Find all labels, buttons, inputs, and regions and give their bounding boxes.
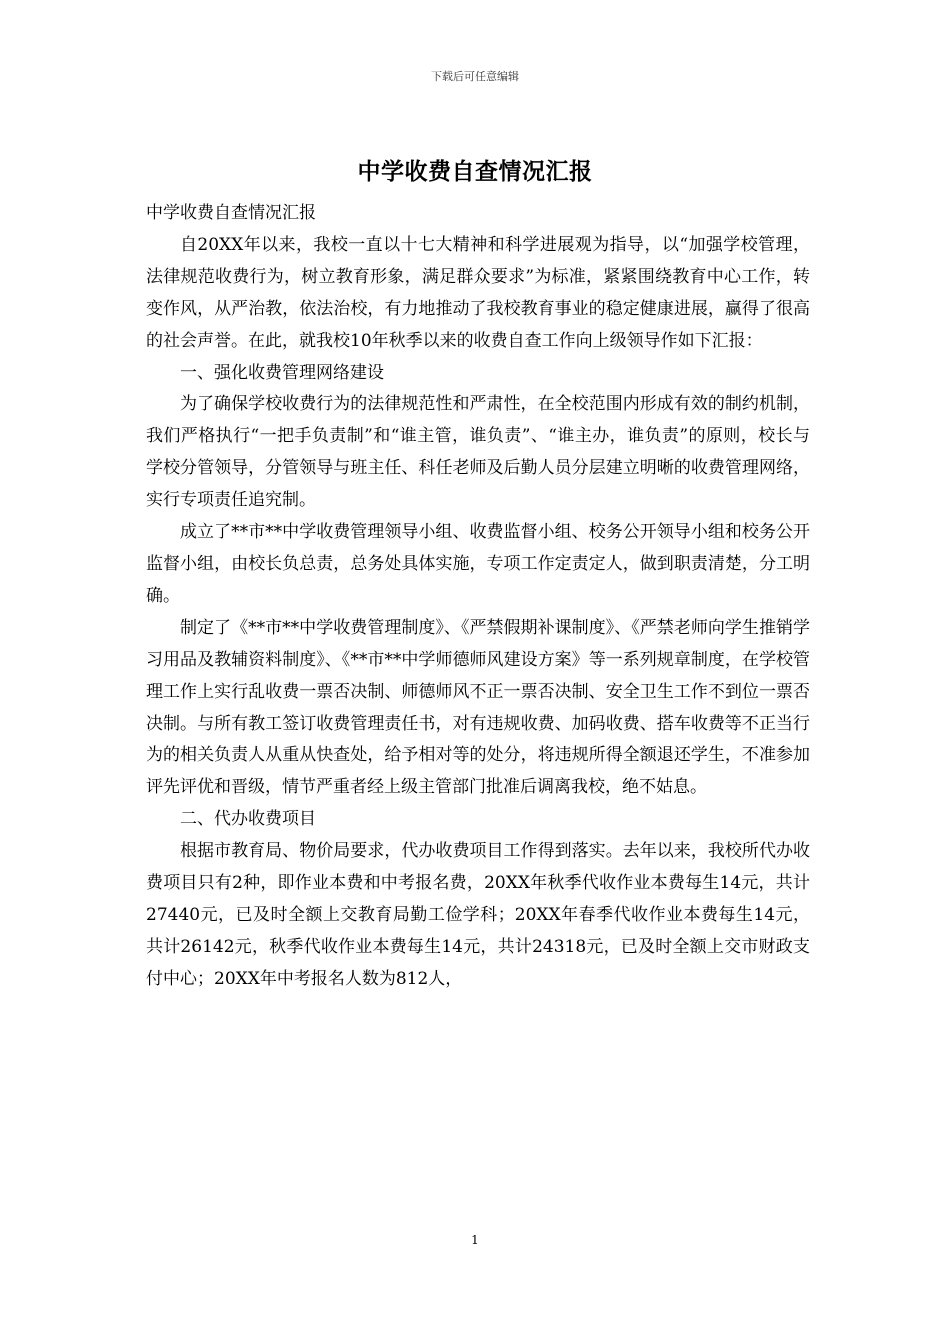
subtitle-paragraph: 中学收费自查情况汇报 (146, 203, 316, 223)
document-title: 中学收费自查情况汇报 (357, 159, 593, 185)
section-heading: 二、代办收费项目 (180, 809, 316, 830)
section-heading: 一、强化收费管理网络建设 (180, 362, 384, 383)
body-paragraph: 根据市教育局、物价局要求，代办收费项目工作得到落实。去年以来，我校所代办收费项目只有2种，即作业本费和中考报名费，20XX年秋季代收作业本费每生14元，共计27440元，已及时全额上交教育局勤工俭学科；20XX年春季代收作业本费每生14元，共计26142元，秋季代收作业本费每生14元，共计24318元，已及时全额上交市财政支付中心；20XX年中考报名人数为812人， (146, 841, 810, 989)
body-paragraph: 成立了**市**中学收费管理领导小组、收费监督小组、校务公开领导小组和校务公开监督小组，由校长负总责，总务处具体实施，专项工作定责定人，做到职责清楚，分工明确。 (146, 522, 810, 606)
header-note: 下载后可任意编辑 (431, 70, 519, 83)
body-paragraph: 制定了《**市**中学收费管理制度》、《严禁假期补课制度》、《严禁老师向学生推销学习用品及教辅资料制度》、《**市**中学师德师风建设方案》等一系列规章制度，在学校管理工作上实行乱收费一票否决制、师德师风不正一票否决制、安全卫生工作不到位一票否决制。与所有教工签订收费管理责任书，对有违规收费、加码收费、搭车收费等不正当行为的相关负责人从重从快查处，给予相对等的处分，将违规所得全额退还学生，不准参加评先评优和晋级，情节严重者经上级主管部门批准后调离我校，绝不姑息。 (146, 617, 810, 798)
body-paragraph: 为了确保学校收费行为的法律规范性和严肃性，在全校范围内形成有效的制约机制，我们严格执行“一把手负责制”和“谁主管，谁负责”、“谁主办，谁负责”的原则，校长与学校分管领导，分管领导与班主任、科任老师及后勤人员分层建立明晰的收费管理网络，实行专项责任追究制。 (146, 394, 810, 511)
body-paragraph: 自20XX年以来，我校一直以十七大精神和科学进展观为指导，以“加强学校管理，法律规范收费行为，树立教育形象，满足群众要求”为标准，紧紧围绕教育中心工作，转变作风，从严治教，依法治校，有力地推动了我校教育事业的稳定健康进展，赢得了很高的社会声誉。在此，就我校10年秋季以来的收费自查工作向上级领导作如下汇报： (146, 234, 810, 351)
document-body (146, 198, 810, 996)
page-number: 1 (471, 1233, 479, 1247)
